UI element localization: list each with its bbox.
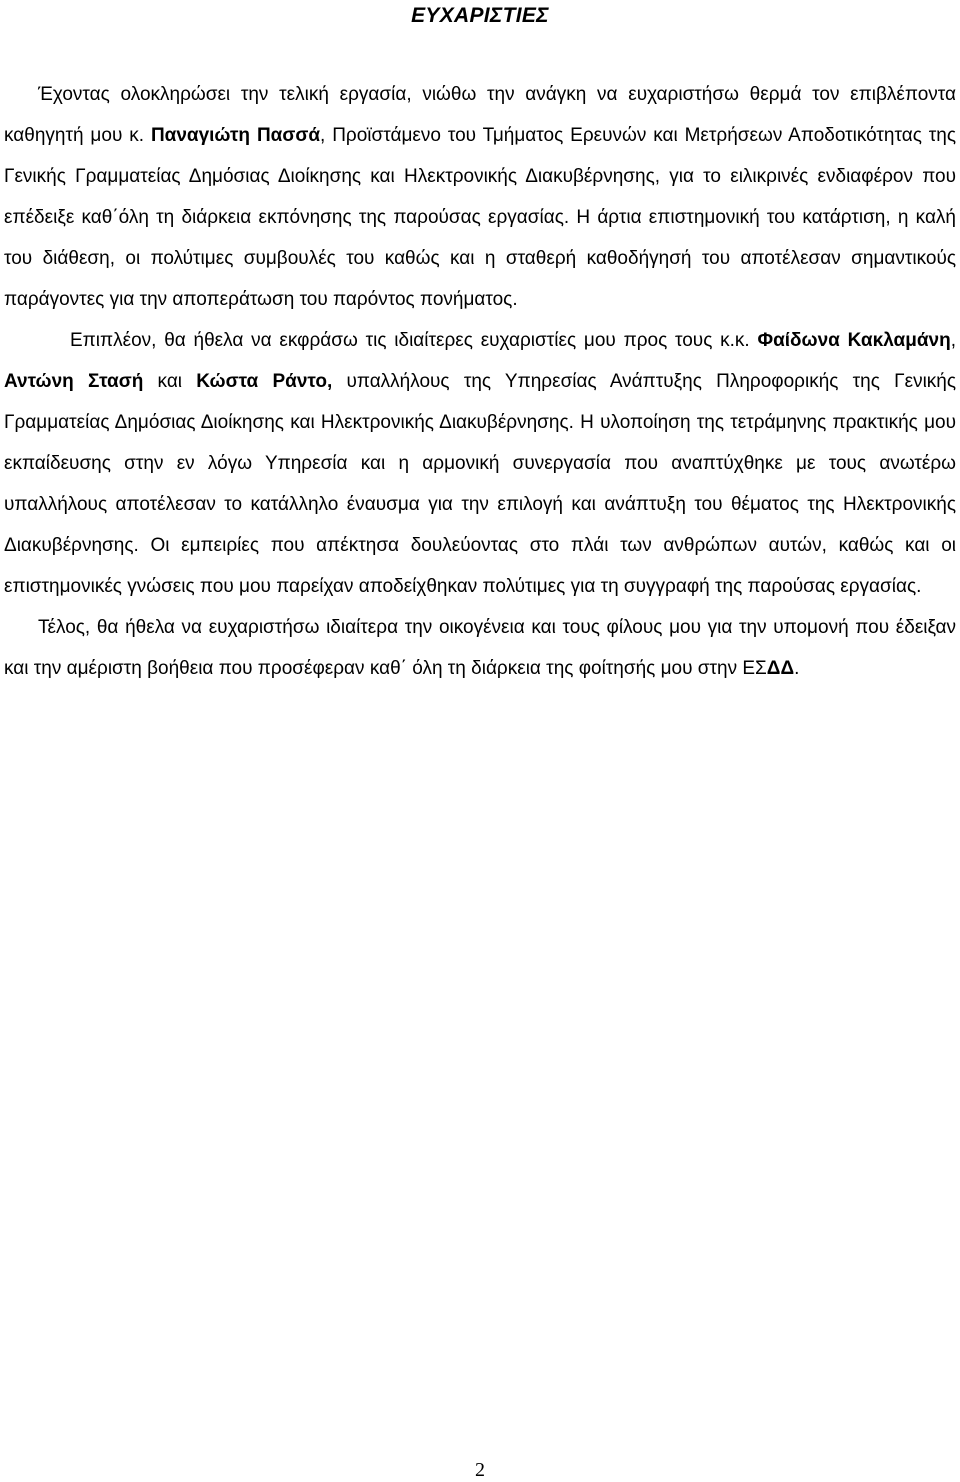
page-number: 2 [475, 1459, 485, 1481]
document-body [4, 74, 956, 689]
paragraph-text: και [143, 371, 197, 392]
colleague-name: Φαίδωνα Κακλαμάνη [757, 330, 951, 351]
paragraph-advisor [4, 74, 956, 320]
paragraph-text: Έχοντας ολοκληρώσει την τελική εργασία, νιώθω την ανάγκη να ευχαριστήσω θερμά τον επιβλέποντα καθηγητή μου κ. [4, 84, 956, 146]
advisor-name: Παναγιώτη Πασσά [150, 125, 321, 146]
paragraph-text: . [794, 658, 800, 679]
paragraph-text: Τέλος, θα ήθελα να ευχαριστήσω ιδιαίτερα την οικογένεια και τους φίλους μου για την υπομονή που έδειξαν και την αμέριστη βοήθεια που προσέφεραν καθ΄ όλη τη διάρκεια της φοίτησής μου στην ΕΣ [4, 617, 956, 679]
document-page [4, 0, 956, 689]
institution-abbrev: ΔΔ [766, 658, 795, 679]
paragraph-text: υπαλλήλους της Υπηρεσίας Ανάπτυξης Πληροφορικής της Γενικής Γραμματείας Δημόσιας Διοίκησης και Ηλεκτρονικής Διακυβέρνησης. Η υλοποίηση της τετράμηνης πρακτικής μου εκπαίδευσης στην εν λόγω Υπηρεσία και η αρμονική συνεργασία που αναπτύχθηκε με τους ανωτέρω υπαλλήλους αποτέλεσαν το κατάλληλο έναυσμα για την επιλογή και ανάπτυξη του θέματος της Ηλεκτρονικής Διακυβέρνησης. Οι εμπειρίες που απέκτησα δουλεύοντας στο πλάι των ανθρώπων αυτών, καθώς και οι επιστημονικές γνώσεις που μου παρείχαν αποδείχθηκαν πολύτιμες για τη συγγραφή της παρούσας εργασίας. [4, 371, 957, 597]
paragraph-colleagues [4, 320, 956, 607]
colleague-name: Αντώνη Στασή [4, 371, 144, 392]
colleague-name: Κώστα Ράντο, [196, 371, 333, 392]
paragraph-text: Επιπλέον, θα ήθελα να εκφράσω τις ιδιαίτερες ευχαριστίες μου προς τους κ.κ. [70, 330, 758, 351]
paragraph-family [4, 607, 956, 689]
paragraph-text: , [950, 330, 956, 351]
page-title: ΕΥΧΑΡΙΣΤΙΕΣ [411, 4, 549, 27]
paragraph-text: , Προϊστάμενο του Τμήματος Ερευνών και Μετρήσεων Αποδοτικότητας της Γενικής Γραμματείας Δημόσιας Διοίκησης και Ηλεκτρονικής Διακυβέρνησης, για το ειλικρινές ενδιαφέρον που επέδειξε καθ΄όλη τη διάρκεια εκπόνησης της παρούσας εργασίας. Η άρτια επιστημονική του κατάρτιση, η καλή του διάθεση, οι πολύτιμες συμβουλές του καθώς και η σταθερή καθοδήγησή του αποτέλεσαν σημαντικούς παράγοντες για την αποπεράτωση του παρόντος πονήματος. [4, 125, 957, 310]
